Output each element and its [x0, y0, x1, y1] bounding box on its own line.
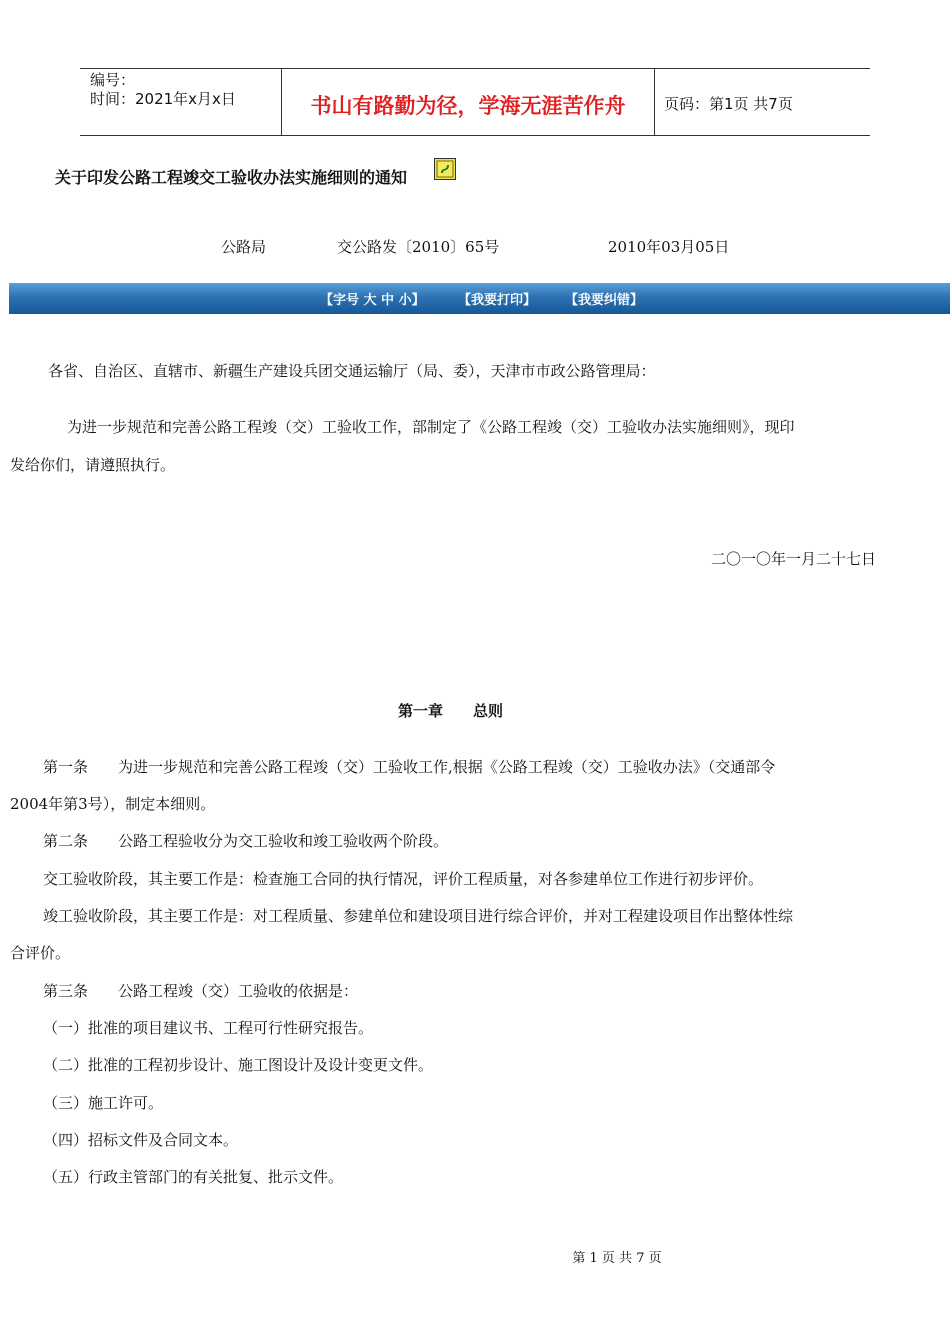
article-3: 第三条 公路工程竣（交）工验收的依据是：: [43, 982, 359, 1000]
header-bottom-rule: [80, 135, 870, 136]
attachment-icon[interactable]: [434, 158, 456, 180]
article-2-para-2-line-1: 竣工验收阶段，其主要工作是：对工程质量、参建单位和建设项目进行综合评价，并对工程建设项目作出整体性综: [43, 907, 794, 925]
intro-line-2: 发给你们，请遵照执行。: [10, 456, 176, 474]
article-2-para-2-line-2: 合评价。: [10, 944, 71, 962]
article-2-para-1: 交工验收阶段，其主要工作是：检查施工合同的执行情况，评价工程质量，对各参建单位工作进行初步评价。: [43, 870, 764, 888]
toolbar-bar: [9, 283, 950, 314]
page-footer: 第 1 页 共 7 页: [572, 1251, 662, 1266]
header-motto: 书山有路勤为径，学海无涯苦作舟: [310, 94, 626, 118]
list-item: （四）招标文件及合同文本。: [43, 1131, 239, 1149]
header-top-rule: [80, 68, 870, 69]
chapter-heading: 第一章 总则: [398, 702, 504, 720]
time-label: 时间：2021年x月x日: [90, 90, 236, 108]
doc-issuer: 公路局: [221, 238, 267, 256]
serial-label: 编号：: [90, 71, 136, 89]
article-1-line-2: 2004年第3号），制定本细则。: [10, 795, 216, 813]
report-error-link[interactable]: 【我要纠错】: [565, 293, 644, 308]
list-item: （二）批准的工程初步设计、施工图设计及设计变更文件。: [43, 1056, 434, 1074]
page-title: 关于印发公路工程竣交工验收办法实施细则的通知: [55, 168, 408, 187]
doc-date: 2010年03月05日: [608, 238, 730, 256]
article-1-line-1: 第一条 为进一步规范和完善公路工程竣（交）工验收工作,根据《公路工程竣（交）工验收办法》（交通部令: [43, 758, 776, 776]
intro-line-1: 为进一步规范和完善公路工程竣（交）工验收工作，部制定了《公路工程竣（交）工验收办法实施细则》，现印: [67, 418, 795, 436]
list-item: （五）行政主管部门的有关批复、批示文件。: [43, 1168, 344, 1186]
print-link[interactable]: 【我要打印】: [458, 293, 537, 308]
salutation: 各省、自治区、直辖市、新疆生产建设兵团交通运输厅（局、委），天津市市政公路管理局：: [48, 362, 656, 380]
doc-number: 交公路发〔2010〕65号: [337, 238, 500, 256]
font-size-control[interactable]: 【字号 大 中 小】: [320, 293, 425, 308]
article-2: 第二条 公路工程验收分为交工验收和竣工验收两个阶段。: [43, 832, 449, 850]
header-divider-right: [654, 68, 655, 135]
page-info: 页码：第1页 共7页: [664, 95, 793, 113]
sign-date: 二〇一〇年一月二十七日: [711, 550, 877, 568]
list-item: （一）批准的项目建议书、工程可行性研究报告。: [43, 1019, 374, 1037]
list-item: （三）施工许可。: [43, 1094, 164, 1112]
